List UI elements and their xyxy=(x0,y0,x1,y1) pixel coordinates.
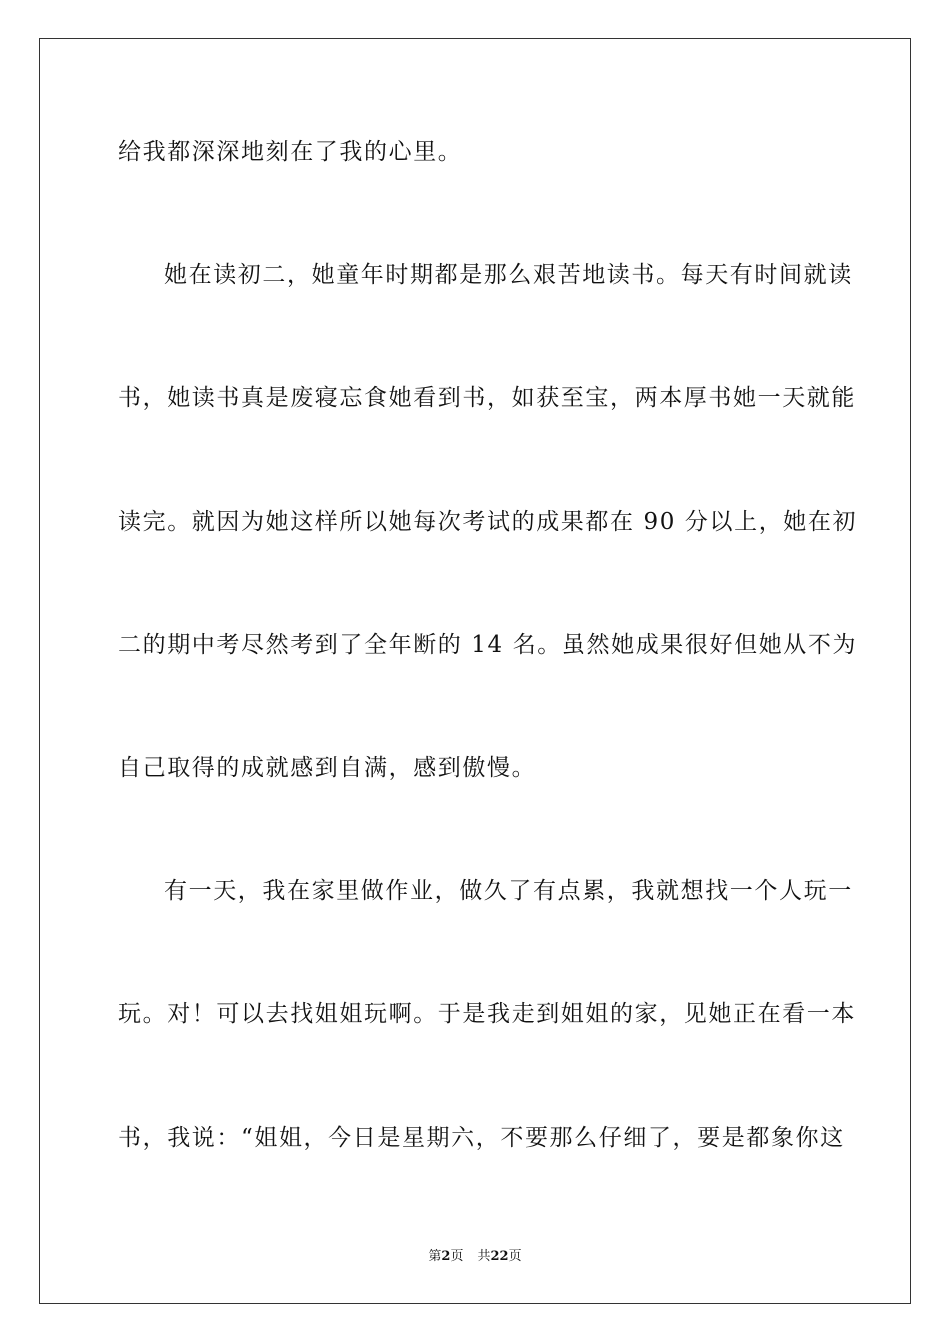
text-line: 她在读初二，她童年时期都是那么艰苦地读书。每天有时间就读 xyxy=(164,262,853,288)
page-border xyxy=(39,38,911,1304)
text-line: 读完。就因为她这样所以她每次考试的成果都在 90 分以上，她在初 xyxy=(118,509,858,535)
text-line: 书，我说：“姐姐，今日是星期六，不要那么仔细了，要是都象你这 xyxy=(118,1125,845,1151)
text-line: 自己取得的成就感到自满，感到傲慢。 xyxy=(118,755,537,781)
page-footer xyxy=(0,1248,950,1266)
page-number-label: 第2页 xyxy=(428,1249,464,1264)
text-line: 给我都深深地刻在了我的心里。 xyxy=(118,139,463,165)
text-line: 有一天，我在家里做作业，做久了有点累，我就想找一个人玩一 xyxy=(164,878,853,904)
text-line: 玩。对！可以去找姐姐玩啊。于是我走到姐姐的家，见她正在看一本 xyxy=(118,1001,856,1027)
text-line: 二的期中考尽然考到了全年断的 14 名。虽然她成果很好但她从不为 xyxy=(118,632,858,658)
total-pages-label: 共22页 xyxy=(477,1249,522,1264)
text-line: 书，她读书真是废寝忘食她看到书，如获至宝，两本厚书她一天就能 xyxy=(118,385,856,411)
